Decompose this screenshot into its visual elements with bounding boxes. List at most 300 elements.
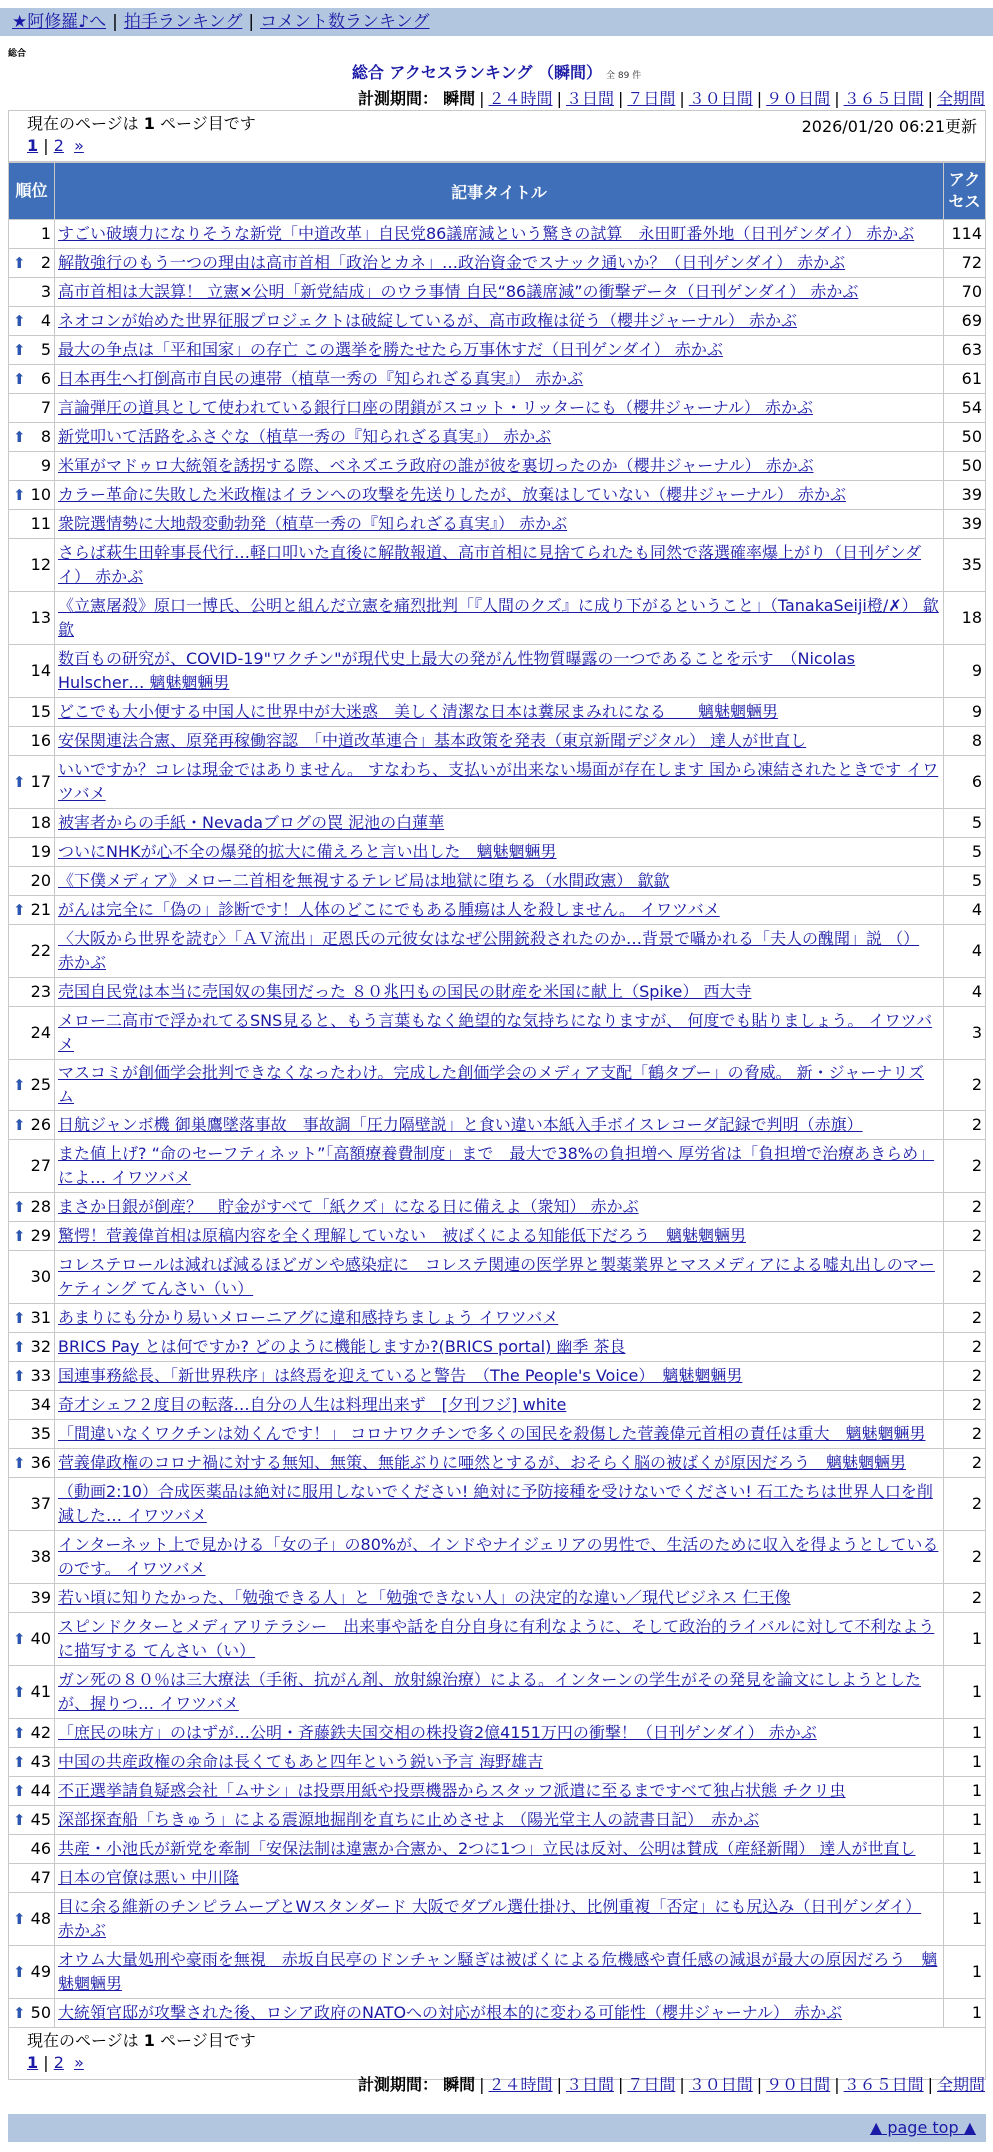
access-count: 2	[944, 1222, 986, 1251]
page-link-1[interactable]: 1	[27, 136, 39, 155]
access-count: 1	[944, 1613, 986, 1666]
title-cell	[55, 809, 944, 838]
rank-number: 20	[30, 871, 51, 890]
period-link-365d-bottom[interactable]: ３６５日間	[843, 2075, 924, 2094]
period-link-3d[interactable]: ３日間	[565, 89, 614, 108]
article-title-link[interactable]: 最大の争点は「平和国家」の存亡 この選挙を勝たせたら万事休すだ（日刊ゲンダイ） 赤かぶ	[58, 340, 723, 359]
rank-cell	[9, 925, 55, 978]
access-count: 69	[944, 307, 986, 336]
rank-cell	[9, 307, 55, 336]
table-row	[9, 423, 986, 452]
table-row	[9, 809, 986, 838]
period-link-90d[interactable]: ９０日間	[766, 89, 831, 108]
article-title-link[interactable]: 「間違いなくワクチンは効くんです！」 コロナワクチンで多くの国民を殺傷した菅義偉元首相の責任は重大 魑魅魍魎男	[58, 1424, 926, 1443]
access-count: 3	[944, 1007, 986, 1060]
period-link-all[interactable]: 全期間	[936, 89, 985, 108]
footer-bar	[8, 2114, 986, 2142]
title-cell	[55, 698, 944, 727]
rank-up-arrow-icon: ⬆	[13, 1683, 26, 1701]
access-count: 72	[944, 249, 986, 278]
article-title-link[interactable]: 安保関連法合憲、原発再稼働容認 「中道改革連合」基本政策を発表（東京新聞デジタル） 達人が世直し	[58, 731, 807, 750]
article-title-link[interactable]: 日航ジャンボ機 御巣鷹墜落事故 事故調「圧力隔壁説」と食い違い本紙入手ボイスレコーダ記録で判明（赤旗）	[58, 1115, 863, 1134]
rank-cell	[9, 394, 55, 423]
rank-number: 44	[30, 1781, 51, 1800]
article-title-link[interactable]: コレステロールは減れば減るほどガンや感染症に コレステ関連の医学界と製薬業界とマスメディアによる嘘丸出しのマーケティング てんさい（い）	[58, 1255, 935, 1298]
access-count: 35	[944, 539, 986, 592]
rank-number: 48	[30, 1909, 51, 1928]
title-cell	[55, 336, 944, 365]
rank-cell	[9, 220, 55, 249]
access-count: 1	[944, 1666, 986, 1719]
page-title: 総合 アクセスランキング （瞬間）	[351, 63, 602, 82]
rank-number: 15	[30, 702, 51, 721]
article-title-link[interactable]: 《立憲屠殺》原口一博氏、公明と組んだ立憲を痛烈批判「『人間のクズ』に成り下がるということ」（TanakaSeiji橙/✗） 歙歙	[58, 596, 939, 639]
table-row	[9, 1420, 986, 1449]
title-cell	[55, 1478, 944, 1531]
rank-number: 45	[30, 1810, 51, 1829]
rank-up-arrow-icon: ⬆	[13, 1753, 26, 1771]
rank-number: 40	[30, 1629, 51, 1648]
article-title-link[interactable]: ガン死の８０％は三大療法（手術、抗がん剤、放射線治療）による。インターンの学生がその発見を論文にしようとしたが、握りつ… イワツバメ	[58, 1670, 922, 1713]
table-row	[9, 1111, 986, 1140]
rank-number: 46	[30, 1839, 51, 1858]
article-title-link[interactable]: 数百もの研究が、COVID-19"ワクチン"が現代史上最大の発がん性物質曝露の一つであることを示す （Nicolas Hulscher… 魑魅魍魎男	[58, 649, 856, 692]
rank-cell	[9, 1999, 55, 2028]
rank-up-arrow-icon: ⬆	[13, 1724, 26, 1742]
page-link-2[interactable]: 2	[53, 136, 64, 155]
rank-header: 順位	[9, 163, 55, 220]
title-cell	[55, 896, 944, 925]
access-count: 4	[944, 925, 986, 978]
rank-number: 39	[30, 1588, 51, 1607]
title-cell	[55, 1111, 944, 1140]
article-title-link[interactable]: すごい破壊力になりそうな新党「中道改革」自民党86議席減という驚きの試算 永田町番外地（日刊ゲンダイ） 赤かぶ	[58, 224, 915, 243]
rank-cell	[9, 1333, 55, 1362]
title-cell	[55, 1835, 944, 1864]
title-cell	[55, 1613, 944, 1666]
access-count: 39	[944, 481, 986, 510]
access-count: 2	[944, 1531, 986, 1584]
table-row	[9, 1060, 986, 1111]
section-label: 総合	[8, 49, 27, 59]
article-title-link[interactable]: 日本の官僚は悪い 中川隆	[58, 1868, 240, 1887]
page-top-link[interactable]: ▲ page top ▲	[869, 2118, 976, 2137]
rank-up-arrow-icon: ⬆	[13, 370, 26, 388]
article-title-link[interactable]: カラー革命に失敗した米政権はイランへの攻撃を先送りしたが、放棄はしていない（櫻井ジャーナル） 赤かぶ	[58, 485, 846, 504]
rank-cell	[9, 1251, 55, 1304]
title-cell	[55, 1420, 944, 1449]
rank-number: 4	[40, 311, 51, 330]
period-current: 瞬間	[443, 89, 476, 108]
rank-cell	[9, 698, 55, 727]
rank-cell	[9, 1222, 55, 1251]
access-count: 8	[944, 727, 986, 756]
table-row	[9, 925, 986, 978]
article-title-link[interactable]: 目に余る維新のチンピラムーブとWスタンダード 大阪でダブル選仕掛け、比例重複「否定」にも尻込み（日刊ゲンダイ） 赤かぶ	[58, 1897, 922, 1940]
page-links-bottom: 1 | 2 »	[27, 2053, 84, 2072]
article-title-link[interactable]: 被害者からの手紙・Nevadaブログの罠 泥池の白蓮華	[58, 813, 445, 832]
period-label-bottom: 計測期間：	[358, 2075, 439, 2094]
article-title-link[interactable]: 深部探査船「ちきゅう」による震源地掘削を直ちに止めさせよ （陽光堂主人の読書日記） 赤かぶ	[58, 1810, 760, 1829]
rank-cell	[9, 1391, 55, 1420]
rank-cell	[9, 539, 55, 592]
rank-up-arrow-icon: ⬆	[13, 1963, 26, 1981]
access-count: 2	[944, 1193, 986, 1222]
access-count: 63	[944, 336, 986, 365]
current-page-info: 現在のページは 1 ページ目です	[27, 114, 256, 133]
next-page-link-bottom[interactable]: »	[74, 2053, 84, 2072]
table-row	[9, 1835, 986, 1864]
article-title-link[interactable]: 言論弾圧の道具として使われている銀行口座の閉鎖がスコット・リッターにも（櫻井ジャーナル） 赤かぶ	[58, 398, 814, 417]
title-cell	[55, 1449, 944, 1478]
rank-number: 13	[30, 608, 51, 627]
period-label: 計測期間：	[358, 89, 439, 108]
rank-number: 2	[40, 253, 51, 272]
ranking-container	[8, 110, 986, 2080]
page-title-line	[0, 60, 993, 83]
access-count: 2	[944, 1391, 986, 1420]
table-row	[9, 1613, 986, 1666]
article-title-link[interactable]: スピンドクターとメディアリテラシー 出来事や話を自分自身に有利なように、そして政治的ライバルに対して不利なように描写する てんさい（い）	[58, 1617, 935, 1660]
article-title-link[interactable]: 若い頃に知りたかった、「勉強できる人」と「勉強できない人」の決定的な違い／現代ビジネス 仁王像	[58, 1588, 791, 1607]
article-title-link[interactable]: メロー二高市で浮かれてるSNS見ると、もう言葉もなく絶望的な気持ちになりますが、 何度でも貼りましょう。 イワツバメ	[58, 1011, 933, 1054]
article-title-link[interactable]: 解散強行のもう一つの理由は高市首相「政治とカネ」…政治資金でスナック通いか？（日刊ゲンダイ） 赤かぶ	[58, 253, 846, 272]
title-header: 記事タイトル	[55, 163, 944, 220]
article-title-link[interactable]: BRICS Pay とは何ですか? どのように機能しますか?(BRICS portal) 幽季 茶良	[58, 1337, 626, 1356]
title-cell	[55, 1391, 944, 1420]
article-title-link[interactable]: 高市首相は大誤算！ 立憲×公明「新党結成」のウラ事情 自民“86議席減”の衝撃データ（日刊ゲンダイ） 赤かぶ	[58, 282, 859, 301]
page-links: 1 | 2 »	[27, 136, 84, 155]
access-count: 5	[944, 809, 986, 838]
title-cell	[55, 220, 944, 249]
access-count: 70	[944, 278, 986, 307]
table-row	[9, 1666, 986, 1719]
rank-up-arrow-icon: ⬆	[13, 1338, 26, 1356]
article-title-link[interactable]: 〈大阪から世界を読む〉「ＡＶ流出」疋恩氏の元彼女はなぜ公開銃殺されたのか…背景で囁かれる「夫人の醜聞」説 （） 赤かぶ	[58, 929, 920, 972]
rank-up-arrow-icon: ⬆	[13, 1309, 26, 1327]
rank-cell	[9, 1060, 55, 1111]
access-count: 6	[944, 756, 986, 809]
access-count: 9	[944, 698, 986, 727]
table-row	[9, 1007, 986, 1060]
rank-up-arrow-icon: ⬆	[13, 312, 26, 330]
current-page-info-bottom: 現在のページは 1 ページ目です	[27, 2031, 256, 2050]
article-title-link[interactable]: 奇才シェフ２度目の転落…自分の人生は料理出来ず [夕刊フジ] white	[58, 1395, 567, 1414]
title-cell	[55, 645, 944, 698]
rank-cell	[9, 423, 55, 452]
rank-number: 6	[40, 369, 51, 388]
article-title-link[interactable]: また値上げ? “命のセーフティネット”「高額療養費制度」まで 最大で38%の負担増へ 厚労省は「負担増で治療あきらめ」によ… イワツバメ	[58, 1144, 935, 1187]
title-cell	[55, 249, 944, 278]
title-cell	[55, 1140, 944, 1193]
title-cell	[55, 838, 944, 867]
rank-cell	[9, 1193, 55, 1222]
ranking-table	[8, 162, 986, 2028]
rank-up-arrow-icon: ⬆	[13, 1076, 26, 1094]
article-title-link[interactable]: 驚愕！菅義偉首相は原稿内容を全く理解していない 被ばくによる知能低下だろう 魑魅魍魎男	[58, 1226, 747, 1245]
rank-number: 35	[30, 1424, 51, 1443]
rank-cell	[9, 592, 55, 645]
rank-up-arrow-icon: ⬆	[13, 254, 26, 272]
article-title-link[interactable]: まさか日銀が倒産？ 貯金がすべて「紙クズ」になる日に備えよ（衆知） 赤かぶ	[58, 1197, 639, 1216]
clap-ranking-link[interactable]: 拍手ランキング	[123, 12, 243, 32]
period-link-24h[interactable]: ２４時間	[488, 89, 553, 108]
next-page-link[interactable]: »	[74, 136, 84, 155]
rank-number: 36	[30, 1453, 51, 1472]
article-title-link[interactable]: 不正選挙請負疑惑会社「ムサシ」は投票用紙や投票機器からスタッフ派遣に至るまですべて独占状態 チクリ虫	[58, 1781, 846, 1800]
rank-cell	[9, 452, 55, 481]
table-row	[9, 1304, 986, 1333]
period-link-all-bottom[interactable]: 全期間	[936, 2075, 985, 2094]
article-title-link[interactable]: （動画2:10）合成医薬品は絶対に服用しないでください! 絶対に予防接種を受けないでください! 石工たちは世界人口を削減した… イワツバメ	[58, 1482, 933, 1525]
access-count: 54	[944, 394, 986, 423]
rank-up-arrow-icon: ⬆	[13, 341, 26, 359]
rank-up-arrow-icon: ⬆	[13, 901, 26, 919]
total-count: 全 89 件	[606, 71, 642, 81]
table-row	[9, 510, 986, 539]
title-cell	[55, 756, 944, 809]
rank-number: 12	[30, 555, 51, 574]
rank-number: 26	[30, 1115, 51, 1134]
rank-cell	[9, 365, 55, 394]
article-title-link[interactable]: いいですか？コレは現金ではありません。 すなわち、支払いが出来ない場面が存在します 国から凍結されたときです イワツバメ	[58, 760, 939, 803]
rank-up-arrow-icon: ⬆	[13, 486, 26, 504]
table-row	[9, 1140, 986, 1193]
rank-up-arrow-icon: ⬆	[13, 2004, 26, 2022]
title-cell	[55, 1719, 944, 1748]
table-row	[9, 307, 986, 336]
period-current-bottom: 瞬間	[443, 2075, 476, 2094]
period-link-30d[interactable]: ３０日間	[688, 89, 753, 108]
table-row	[9, 539, 986, 592]
article-title-link[interactable]: がんは完全に「偽の」診断です！人体のどこにでもある腫瘍は人を殺しません。 イワツバメ	[58, 900, 720, 919]
article-title-link[interactable]: 米軍がマドゥロ大統領を誘拐する際、ベネズエラ政府の誰が彼を裏切ったのか（櫻井ジャーナル） 赤かぶ	[58, 456, 814, 475]
access-count: 39	[944, 510, 986, 539]
rank-number: 23	[30, 982, 51, 1001]
title-cell	[55, 278, 944, 307]
rank-number: 27	[30, 1156, 51, 1175]
access-count: 1	[944, 1748, 986, 1777]
rank-cell	[9, 896, 55, 925]
article-title-link[interactable]: オウム大量処刑や豪雨を無視 赤坂自民亭のドンチャン騒ぎは被ばくによる危機感や責任感の減退が最大の原因だろう 魑魅魍魎男	[58, 1950, 938, 1993]
access-count: 2	[944, 1251, 986, 1304]
rank-cell	[9, 1835, 55, 1864]
access-count: 18	[944, 592, 986, 645]
rank-cell	[9, 1140, 55, 1193]
article-title-link[interactable]: 国連事務総長、「新世界秩序」は終焉を迎えていると警告 （The People's Voice） 魑魅魍魎男	[58, 1366, 743, 1385]
access-count: 5	[944, 867, 986, 896]
article-title-link[interactable]: 《下僕メディア》メロー二首相を無視するテレビ局は地獄に堕ちる（水間政憲） 歙歙	[58, 871, 670, 890]
title-cell	[55, 1007, 944, 1060]
access-count: 61	[944, 365, 986, 394]
article-title-link[interactable]: どこでも大小便する中国人に世界中が大迷惑 美しく清潔な日本は糞尿まみれになる 魑魅魍魎男	[58, 702, 779, 721]
table-header-row	[9, 163, 986, 220]
table-row	[9, 1719, 986, 1748]
rank-number: 43	[30, 1752, 51, 1771]
article-title-link[interactable]: 共産・小池氏が新党を牽制「安保法制は違憲か合憲か、2つに1つ」立民は反対、公明は賛成（産経新聞） 達人が世直し	[58, 1839, 916, 1858]
table-row	[9, 1748, 986, 1777]
page-link-2-bottom[interactable]: 2	[53, 2053, 64, 2072]
rank-number: 28	[30, 1197, 51, 1216]
article-title-link[interactable]: 日本再生へ打倒高市自民の連帯（植草一秀の『知られざる真実』） 赤かぶ	[58, 369, 584, 388]
rank-number: 16	[30, 731, 51, 750]
title-cell	[55, 452, 944, 481]
title-cell	[55, 1251, 944, 1304]
table-row	[9, 394, 986, 423]
article-title-link[interactable]: さらば萩生田幹事長代行…軽口叩いた直後に解散報道、高市首相に見捨てられたも同然で落選確率爆上がり（日刊ゲンダイ） 赤かぶ	[58, 543, 922, 586]
table-row	[9, 978, 986, 1007]
title-cell	[55, 978, 944, 1007]
rank-number: 37	[30, 1494, 51, 1513]
top-nav-bar	[0, 8, 993, 36]
rank-cell	[9, 1304, 55, 1333]
article-title-link[interactable]: 「庶民の味方」のはずが…公明・斉藤鉄夫国交相の株投資2億4151万円の衝撃！（日刊ゲンダイ） 赤かぶ	[58, 1723, 817, 1742]
access-count: 114	[944, 220, 986, 249]
rank-number: 32	[30, 1337, 51, 1356]
rank-cell	[9, 1449, 55, 1478]
title-cell	[55, 727, 944, 756]
title-cell	[55, 1531, 944, 1584]
access-count: 2	[944, 1449, 986, 1478]
article-title-link[interactable]: マスコミが創価学会批判できなくなったわけ。完成した創価学会のメディア支配「鶴タブー」の脅威。 新・ジャーナリズム	[58, 1063, 925, 1106]
period-selector-top: 計測期間： 瞬間 | ２４時間 | ３日間 | ７日間 | ３０日間 | ９０日間 | ３６５日間 | 全期間	[358, 89, 985, 108]
rank-number: 25	[30, 1075, 51, 1094]
title-cell	[55, 1748, 944, 1777]
rank-cell	[9, 1893, 55, 1946]
article-title-link[interactable]: 売国自民党は本当に売国奴の集団だった ８０兆円もの国民の財産を米国に献上（Spike） 西大寺	[58, 982, 752, 1001]
home-link[interactable]: ★阿修羅♪へ	[12, 12, 107, 32]
period-link-365d[interactable]: ３６５日間	[843, 89, 924, 108]
title-cell	[55, 510, 944, 539]
article-title-link[interactable]: 中国の共産政権の余命は長くてもあと四年という鋭い予言 海野雄吉	[58, 1752, 544, 1771]
rank-cell	[9, 1864, 55, 1893]
rank-up-arrow-icon: ⬆	[13, 1454, 26, 1472]
table-row	[9, 867, 986, 896]
rank-cell	[9, 1613, 55, 1666]
access-count: 2	[944, 1362, 986, 1391]
table-row	[9, 1333, 986, 1362]
rank-number: 22	[30, 941, 51, 960]
title-cell	[55, 539, 944, 592]
rank-number: 31	[30, 1308, 51, 1327]
table-row	[9, 698, 986, 727]
table-row	[9, 365, 986, 394]
table-row	[9, 1193, 986, 1222]
title-cell	[55, 481, 944, 510]
rank-up-arrow-icon: ⬆	[13, 1630, 26, 1648]
rank-up-arrow-icon: ⬆	[13, 1198, 26, 1216]
rank-number: 30	[30, 1267, 51, 1286]
period-link-90d-bottom[interactable]: ９０日間	[766, 2075, 831, 2094]
rank-number: 49	[30, 1962, 51, 1981]
article-title-link[interactable]: 大統領官邸が攻撃された後、ロシア政府のNATOへの対応が根本的に変わる可能性（櫻井ジャーナル） 赤かぶ	[58, 2003, 843, 2022]
article-title-link[interactable]: ネオコンが始めた世界征服プロジェクトは破綻しているが、高市政権は従う（櫻井ジャーナル） 赤かぶ	[58, 311, 798, 330]
period-link-30d-bottom[interactable]: ３０日間	[688, 2075, 753, 2094]
page-link-1-bottom[interactable]: 1	[27, 2053, 39, 2072]
rank-cell	[9, 1666, 55, 1719]
rank-cell	[9, 978, 55, 1007]
access-count: 1	[944, 1946, 986, 1999]
title-cell	[55, 394, 944, 423]
article-title-link[interactable]: インターネット上で見かける「女の子」の80%が、インドやナイジェリアの男性で、生活のために収入を得ようとしているのです。 イワツバメ	[58, 1535, 939, 1578]
table-row	[9, 336, 986, 365]
title-cell	[55, 423, 944, 452]
table-row	[9, 838, 986, 867]
title-cell	[55, 592, 944, 645]
title-cell	[55, 1362, 944, 1391]
article-title-link[interactable]: 新党叩いて活路をふさぐな（植草一秀の『知られざる真実』） 赤かぶ	[58, 427, 552, 446]
table-row	[9, 220, 986, 249]
table-row	[9, 1531, 986, 1584]
article-title-link[interactable]: 菅義偉政権のコロナ禍に対する無知、無策、無能ぶりに唖然とするが、おそらく脳の被ばくが原因だろう 魑魅魍魎男	[58, 1453, 907, 1472]
table-row	[9, 1893, 986, 1946]
period-link-24h-bottom[interactable]: ２４時間	[488, 2075, 553, 2094]
title-cell	[55, 1946, 944, 1999]
table-row	[9, 278, 986, 307]
rank-up-arrow-icon: ⬆	[13, 1811, 26, 1829]
rank-cell	[9, 1362, 55, 1391]
access-count: 2	[944, 1420, 986, 1449]
rank-cell	[9, 1007, 55, 1060]
table-row	[9, 756, 986, 809]
period-link-7d[interactable]: ７日間	[627, 89, 676, 108]
title-cell	[55, 867, 944, 896]
article-title-link[interactable]: ついにNHKが心不全の爆発的拡大に備えろと言い出した 魑魅魍魎男	[58, 842, 557, 861]
article-title-link[interactable]: あまりにも分かり易いメローニアグに違和感持ちましょう イワツバメ	[58, 1308, 559, 1327]
nav-separator: |	[112, 12, 118, 32]
nav-separator: |	[248, 12, 255, 32]
rank-number: 5	[40, 340, 51, 359]
title-cell	[55, 365, 944, 394]
rank-number: 7	[40, 398, 51, 417]
comment-ranking-link[interactable]: コメント数ランキング	[260, 12, 430, 32]
access-count: 1	[944, 1999, 986, 2028]
rank-cell	[9, 645, 55, 698]
rank-number: 29	[30, 1226, 51, 1245]
period-selector-bottom: 計測期間： 瞬間 | ２４時間 | ３日間 | ７日間 | ３０日間 | ９０日間 | ３６５日間 | 全期間	[358, 2075, 985, 2094]
period-link-3d-bottom[interactable]: ３日間	[565, 2075, 614, 2094]
article-title-link[interactable]: 衆院選情勢に大地殻変動勃発（植草一秀の『知られざる真実』） 赤かぶ	[58, 514, 568, 533]
title-cell	[55, 1333, 944, 1362]
title-cell	[55, 1864, 944, 1893]
access-count: 2	[944, 1478, 986, 1531]
title-cell	[55, 1777, 944, 1806]
rank-number: 41	[30, 1682, 51, 1701]
access-count: 50	[944, 452, 986, 481]
rank-cell	[9, 481, 55, 510]
title-cell	[55, 1222, 944, 1251]
pager-top	[8, 110, 986, 162]
rank-up-arrow-icon: ⬆	[13, 1227, 26, 1245]
rank-number: 34	[30, 1395, 51, 1414]
rank-number: 24	[30, 1023, 51, 1042]
access-count: 1	[944, 1777, 986, 1806]
rank-number: 11	[30, 514, 51, 533]
rank-cell	[9, 1420, 55, 1449]
access-count: 1	[944, 1893, 986, 1946]
rank-number: 1	[40, 224, 51, 243]
rank-number: 47	[30, 1868, 51, 1887]
table-row	[9, 1251, 986, 1304]
title-cell	[55, 1584, 944, 1613]
access-count: 2	[944, 1304, 986, 1333]
rank-number: 9	[40, 456, 51, 475]
period-link-7d-bottom[interactable]: ７日間	[627, 2075, 676, 2094]
rank-number: 42	[30, 1723, 51, 1742]
table-row	[9, 1391, 986, 1420]
rank-number: 10	[30, 485, 51, 504]
rank-cell	[9, 1719, 55, 1748]
